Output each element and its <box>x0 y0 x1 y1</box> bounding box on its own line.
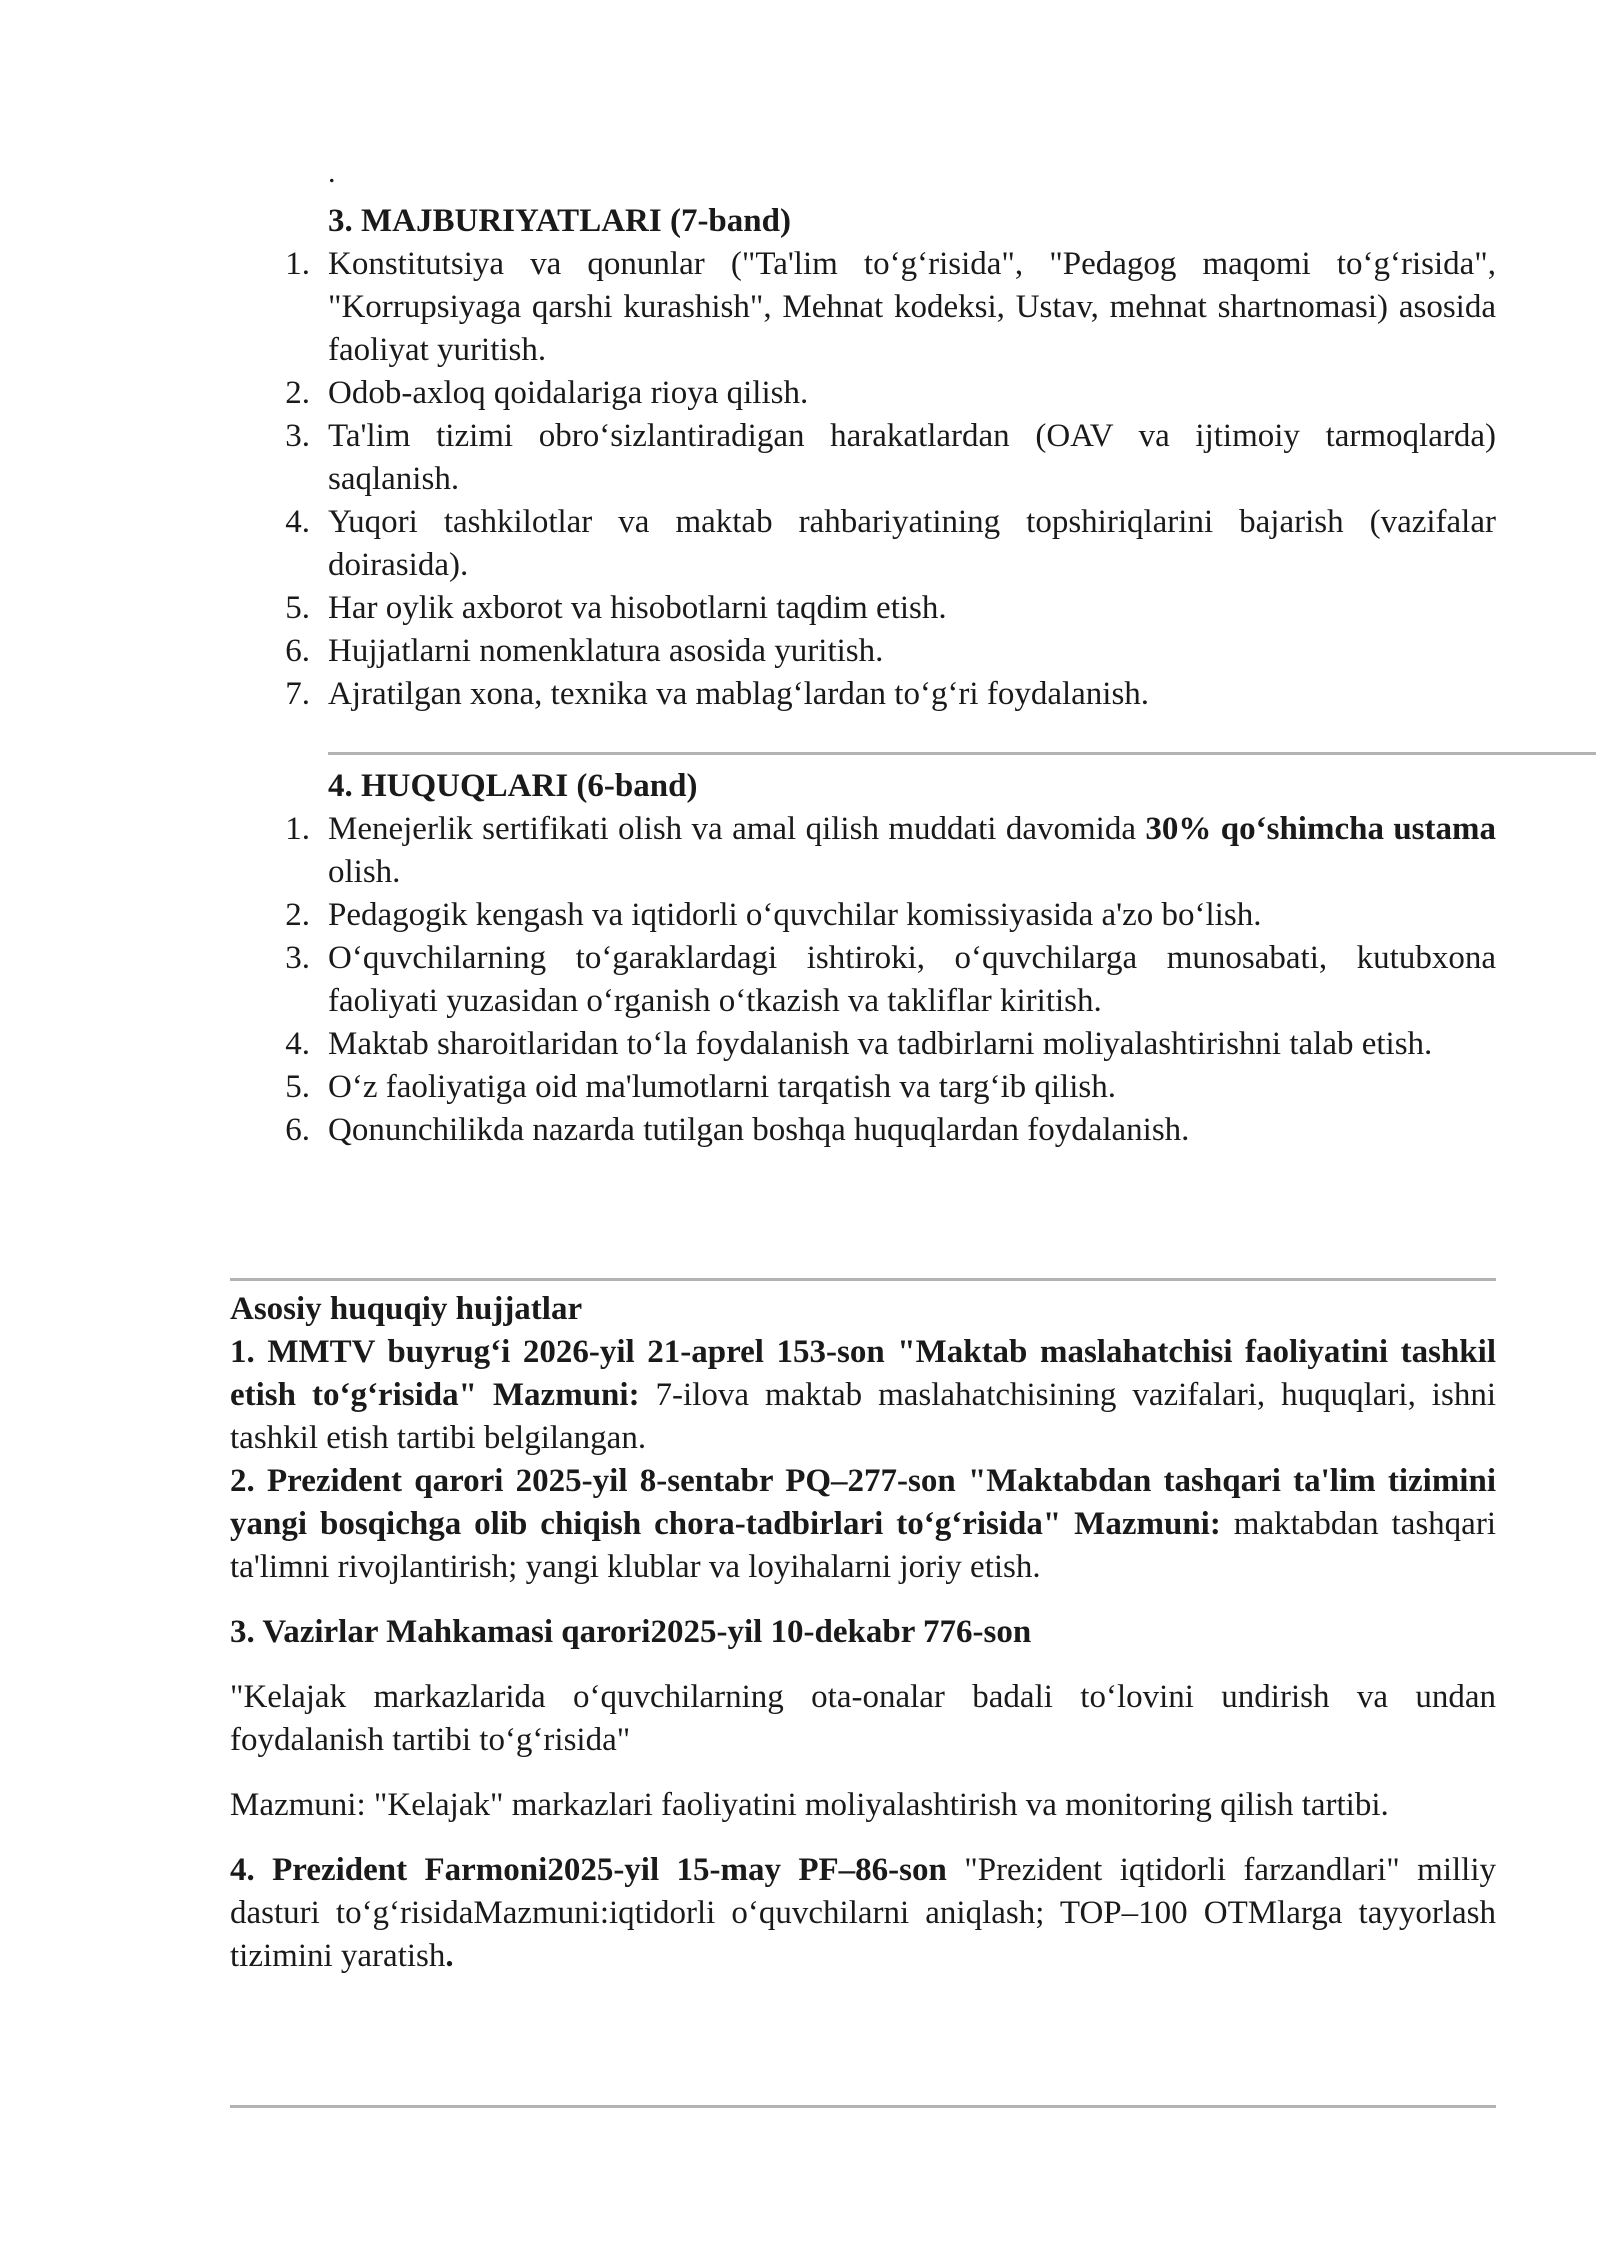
item-number: 7. <box>285 676 310 712</box>
law-3-name: "Kelajak markazlarida o‘quvchilarning ota-onalar badali to‘lovini undirish va undan foydalanish tartibi to‘g‘risida" <box>230 1679 1496 1758</box>
legal-docs-heading: Asosiy huquqiy hujjatlar <box>230 1291 583 1327</box>
list-item <box>268 1023 1496 1066</box>
law-2-title: 2. Prezident qarori 2025-yil 8-sentabr PQ–277-son "Maktabdan tashqari ta'lim tizimini yangi bosqichga olib chiqish chora-tadbirlari to‘g‘risida" Mazmuni: <box>230 1463 1496 1542</box>
list-item <box>268 808 1496 894</box>
item-text: Yuqori tashkilotlar va maktab rahbariyatining topshiriqlarini bajarish (vazifalar doirasida). <box>328 504 1496 583</box>
item-number: 4. <box>285 1026 310 1062</box>
item-number: 6. <box>285 1112 310 1148</box>
item-number: 1. <box>285 246 310 282</box>
item-number: 4. <box>285 504 310 540</box>
law-4-end: . <box>445 1938 454 1974</box>
law-4-content: "Prezident iqtidorli farzandlari" milliy dasturi to‘g‘risidaMazmuni:iqtidorli o‘quvchilarni aniqlash; TOP–100 OTMlarga tayyorlash tizimini yaratish <box>230 1852 1496 1974</box>
item-text: Ta'lim tizimi obro‘sizlantiradigan harakatlardan (OAV va ijtimoiy tarmoqlarda) saqlanish. <box>328 418 1496 497</box>
law-4-title: 4. Prezident Farmoni2025-yil 15-may PF–86-son <box>230 1852 947 1888</box>
law-4 <box>230 1849 1496 1978</box>
list-item <box>268 937 1496 1023</box>
list-item <box>268 372 1496 415</box>
item-number: 5. <box>285 1069 310 1105</box>
item-number: 2. <box>285 897 310 933</box>
list-item <box>268 630 1496 673</box>
list-item <box>268 894 1496 937</box>
item-text-part: olish. <box>328 854 401 890</box>
divider-line <box>230 2105 1496 2108</box>
bonus-highlight: 30% qo‘shimcha ustama <box>1145 811 1497 847</box>
item-number: 6. <box>285 633 310 669</box>
section-4-title: 4. HUQUQLARI (6-band) <box>328 768 698 804</box>
item-text: Maktab sharoitlaridan to‘la foydalanish va tadbirlarni moliyalashtirishni talab etish. <box>328 1026 1433 1062</box>
list-item <box>268 1066 1496 1109</box>
item-text-part: Menejerlik sertifikati olish va amal qilish muddati davomida <box>328 811 1146 847</box>
law-2-content: maktabdan tashqari ta'limni rivojlantirish; yangi klublar va loyihalarni joriy etish. <box>230 1506 1496 1585</box>
item-text: Qonunchilikda nazarda tutilgan boshqa huquqlardan foydalanish. <box>328 1112 1190 1148</box>
list-item <box>268 501 1496 587</box>
rights-list <box>268 808 1496 1152</box>
stray-dot: . <box>328 156 336 189</box>
item-text: Har oylik axborot va hisobotlarni taqdim etish. <box>328 590 947 626</box>
list-item <box>268 415 1496 501</box>
item-text: Konstitutsiya va qonunlar ("Ta'lim to‘g‘risida", "Pedagog maqomi to‘g‘risida", "Korrupsiyaga qarshi kurashish", Mehnat kodeksi, Ustav, mehnat shartnomasi) asosida faoliyat yuritish. <box>328 246 1496 368</box>
item-text: Hujjatlarni nomenklatura asosida yuritish. <box>328 633 884 669</box>
item-number: 2. <box>285 375 310 411</box>
item-text: Ajratilgan xona, texnika va mablag‘lardan to‘g‘ri foydalanish. <box>328 676 1150 712</box>
item-text: Odob-axloq qoidalariga rioya qilish. <box>328 375 809 411</box>
item-number: 5. <box>285 590 310 626</box>
law-3-content: Mazmuni: "Kelajak" markazlari faoliyatini moliyalashtirish va monitoring qilish tartibi. <box>230 1787 1389 1823</box>
divider-line <box>230 1278 1496 1281</box>
law-1-title: 1. MMTV buyrug‘i 2026-yil 21-aprel 153-son "Maktab maslahatchisi faoliyatini tashkil etish to‘g‘risida" Mazmuni: <box>230 1334 1496 1413</box>
law-1-content: 7-ilova maktab maslahatchisining vazifalari, huquqlari, ishni tashkil etish tartibi belgilangan. <box>230 1377 1496 1456</box>
law-2 <box>230 1460 1496 1589</box>
list-item <box>268 243 1496 372</box>
item-text: O‘quvchilarning to‘garaklardagi ishtiroki, o‘quvchilarga munosabati, kutubxona faoliyati yuzasidan o‘rganish o‘tkazish va takliflar kiritish. <box>328 940 1496 1019</box>
item-number: 3. <box>285 418 310 454</box>
legal-documents <box>230 1288 1496 1978</box>
list-item <box>268 587 1496 630</box>
obligations-list <box>268 243 1496 716</box>
item-text: O‘z faoliyatiga oid ma'lumotlarni tarqatish va targ‘ib qilish. <box>328 1069 1116 1105</box>
list-item <box>268 1109 1496 1152</box>
law-1 <box>230 1331 1496 1460</box>
item-number: 3. <box>285 940 310 976</box>
law-3-title: 3. Vazirlar Mahkamasi qarori2025-yil 10-dekabr 776-son <box>230 1614 1032 1650</box>
section-3-title: 3. MAJBURIYATLARI (7-band) <box>328 203 791 239</box>
list-item <box>268 673 1496 716</box>
item-text: Pedagogik kengash va iqtidorli o‘quvchilar komissiyasida a'zo bo‘lish. <box>328 897 1262 933</box>
divider-line <box>328 752 1596 755</box>
item-text <box>328 808 1496 894</box>
item-number: 1. <box>285 811 310 847</box>
